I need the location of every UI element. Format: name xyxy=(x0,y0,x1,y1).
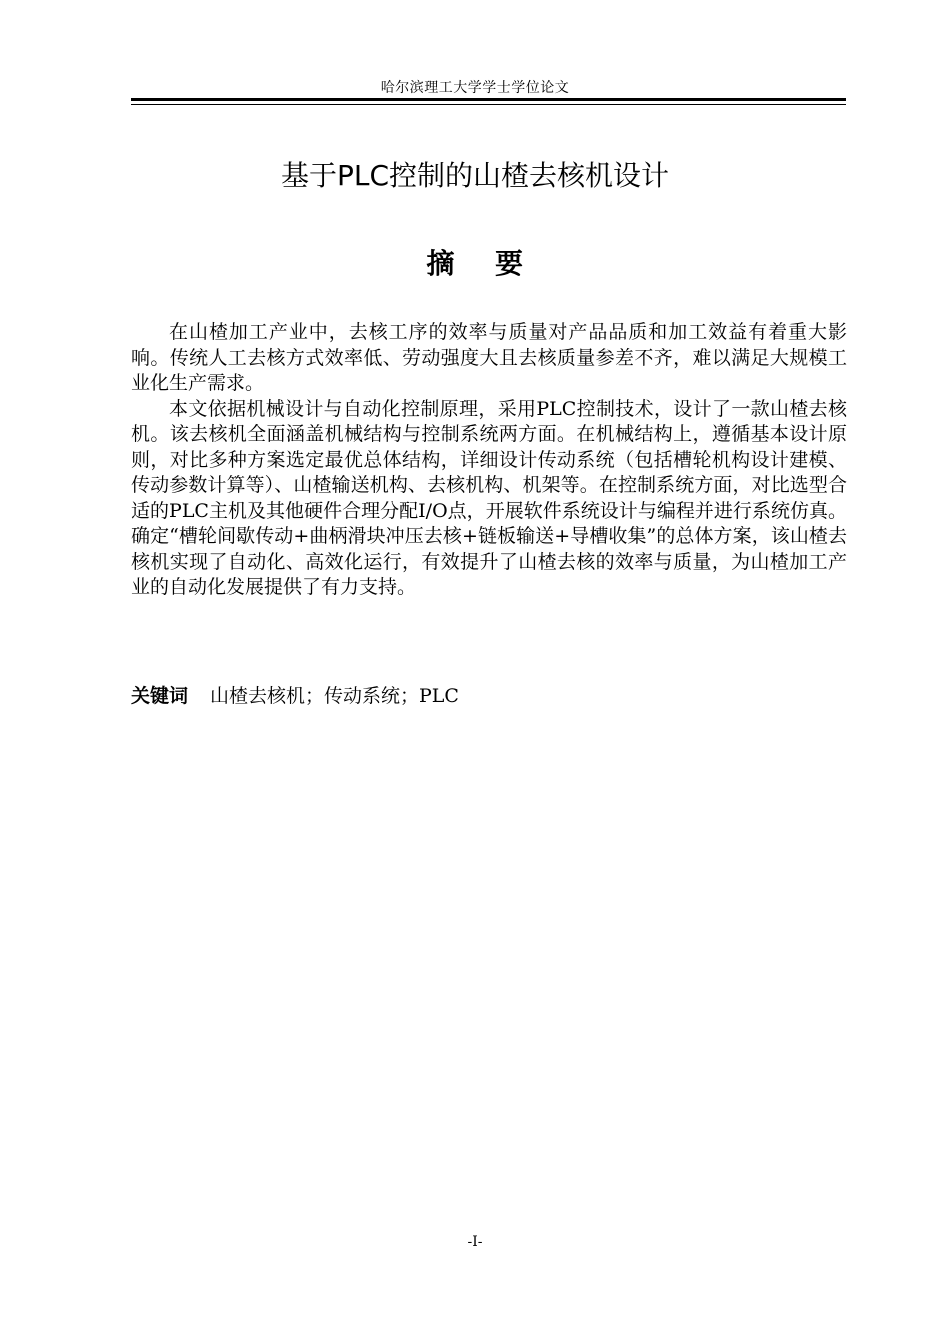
abstract-heading-char-1: 摘 xyxy=(426,247,455,280)
keywords-value: 山楂去核机；传动系统；PLC xyxy=(210,685,459,707)
abstract-body xyxy=(131,320,847,601)
header-rule-thin xyxy=(131,104,846,105)
abstract-paragraph-2: 本文依据机械设计与自动化控制原理，采用PLC控制技术，设计了一款山楂去核机。该去核机全面涵盖机械结构与控制系统两方面。在机械结构上，遵循基本设计原则，对比多种方案选定最优总体结构，详细设计传动系统（包括槽轮机构设计建模、传动参数计算等）、山楂输送机构、去核机构、机架等。在控制系统方面，对比选型合适的PLC主机及其他硬件合理分配I/O点，开展软件系统设计与编程并进行系统仿真。确定“槽轮间歇传动+曲柄滑块冲压去核+链板输送+导槽收集”的总体方案，该山楂去核机实现了自动化、高效化运行，有效提升了山楂去核的效率与质量，为山楂加工产业的自动化发展提供了有力支持。 xyxy=(131,397,847,598)
running-header: 哈尔滨理工大学学士学位论文 xyxy=(380,80,570,96)
abstract-heading-char-2: 要 xyxy=(495,247,524,280)
abstract-paragraph-1: 在山楂加工产业中，去核工序的效率与质量对产品品质和加工效益有着重大影响。传统人工去核方式效率低、劳动强度大且去核质量参差不齐，难以满足大规模工业化生产需求。 xyxy=(131,321,847,394)
keywords-label: 关键词 xyxy=(131,685,189,707)
header-rule-thick xyxy=(131,98,846,101)
page-number: -I- xyxy=(467,1234,483,1250)
thesis-title: 基于PLC控制的山楂去核机设计 xyxy=(280,159,670,192)
keywords-line xyxy=(131,683,459,709)
abstract-heading xyxy=(0,244,950,284)
